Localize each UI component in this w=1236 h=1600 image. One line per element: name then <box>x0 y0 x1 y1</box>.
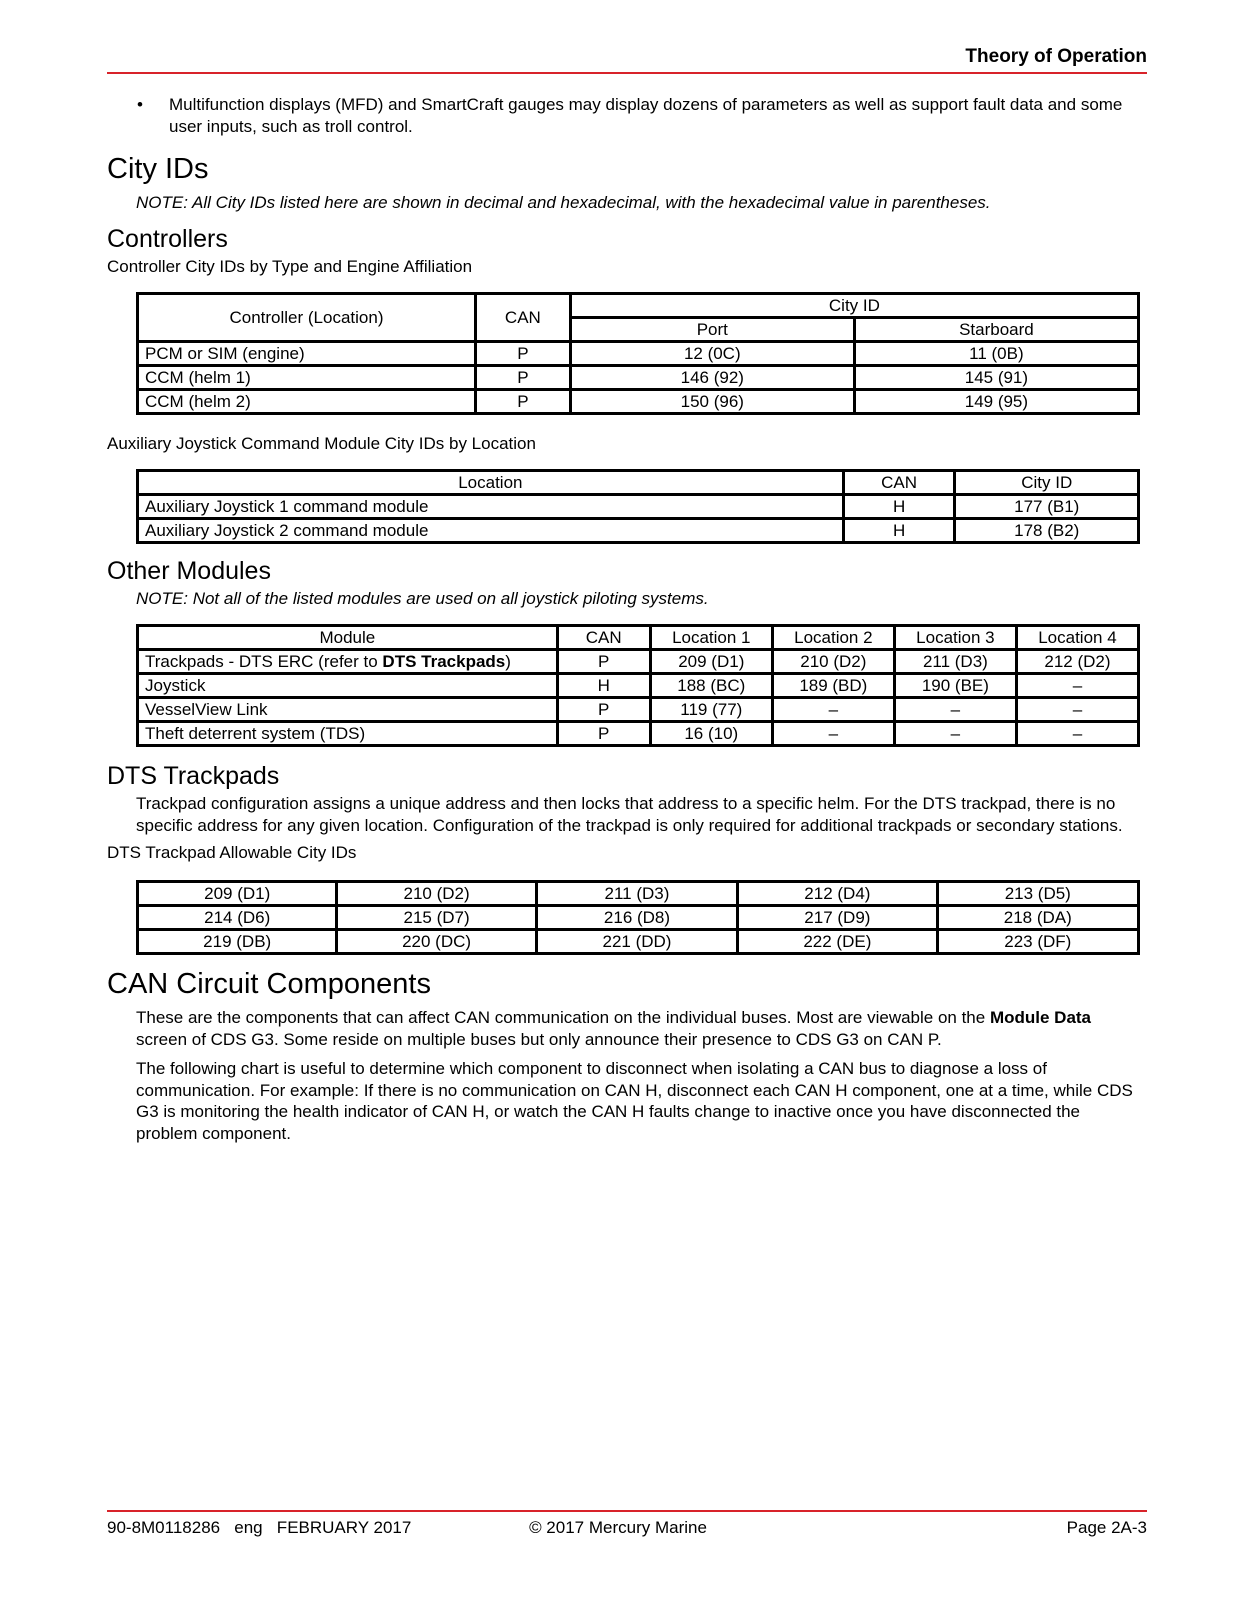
other-modules-heading: Other Modules <box>107 557 271 585</box>
cell-starboard: 11 (0B) <box>854 342 1138 366</box>
cell-location: CCM (helm 1) <box>138 366 476 390</box>
cell-starboard: 149 (95) <box>854 390 1138 414</box>
controllers-heading: Controllers <box>107 225 228 253</box>
cell-location-2: 189 (BD) <box>772 674 894 698</box>
module-text-suffix: ) <box>505 652 511 671</box>
aux-joystick-caption: Auxiliary Joystick Command Module City IDs by Location <box>107 434 536 453</box>
aux-joystick-table <box>136 469 1140 544</box>
can-circuit-heading: CAN Circuit Components <box>107 968 431 1000</box>
cell-location: Auxiliary Joystick 2 command module <box>138 519 844 543</box>
note-text: All City IDs listed here are shown in decimal and hexadecimal, with the hexadecimal value in parentheses. <box>192 193 991 212</box>
table-row <box>138 342 1139 366</box>
cell-city-id: 221 (DD) <box>536 930 737 954</box>
bullet-mark: • <box>137 95 143 114</box>
controllers-table <box>136 292 1140 415</box>
dts-trackpads-caption: DTS Trackpad Allowable City IDs <box>107 843 357 862</box>
cell-city-id: 218 (DA) <box>937 906 1138 930</box>
cell-city-id: 213 (D5) <box>937 882 1138 906</box>
intro-bullet-text: Multifunction displays (MFD) and SmartCraft gauges may display dozens of parameters as well as support fault data and some user inputs, such as troll control. <box>169 95 1123 136</box>
note-label: NOTE: <box>136 193 188 212</box>
cell-location-3: – <box>894 698 1016 722</box>
col-header-location-4: Location 4 <box>1016 626 1138 650</box>
controllers-caption: Controller City IDs by Type and Engine Affiliation <box>107 257 473 276</box>
col-header-can: CAN <box>475 294 570 342</box>
module-text-prefix: Trackpads - DTS ERC (refer to <box>145 652 383 671</box>
cell-city-id: 211 (D3) <box>536 882 737 906</box>
table-row <box>138 882 1139 906</box>
cell-location-3: 211 (D3) <box>894 650 1016 674</box>
cell-module <box>138 650 558 674</box>
dts-trackpads-paragraph: Trackpad configuration assigns a unique address and then locks that address to a specific helm. For the DTS trackpad, there is no specific address for any given location. Configuration of the trackpad is only required for additional trackpads or secondary stations. <box>136 794 1123 835</box>
paragraph-text: screen of CDS G3. Some reside on multiple buses but only announce their presence to CDS G3 on CAN P. <box>136 1029 942 1049</box>
table-header-row <box>138 471 1139 495</box>
cell-location-4: – <box>1016 698 1138 722</box>
cell-port: 12 (0C) <box>570 342 854 366</box>
cell-city-id: 209 (D1) <box>138 882 337 906</box>
other-modules-table <box>136 624 1140 747</box>
col-header-location: Location <box>138 471 844 495</box>
cell-cityid: 178 (B2) <box>955 519 1139 543</box>
other-modules-note <box>136 588 1147 610</box>
cell-module: Joystick <box>138 674 558 698</box>
table-row <box>138 722 1139 746</box>
cell-city-id: 214 (D6) <box>138 906 337 930</box>
col-header-can: CAN <box>557 626 650 650</box>
cell-location-4: – <box>1016 722 1138 746</box>
table-row <box>138 698 1139 722</box>
cell-port: 150 (96) <box>570 390 854 414</box>
table-row <box>138 906 1139 930</box>
table-row <box>138 650 1139 674</box>
table-row <box>138 519 1139 543</box>
cell-can: P <box>475 342 570 366</box>
col-header-starboard: Starboard <box>854 318 1138 342</box>
cell-can: P <box>475 366 570 390</box>
cell-module: Theft deterrent system (TDS) <box>138 722 558 746</box>
col-header-cityid: City ID <box>955 471 1139 495</box>
cell-location-1: 209 (D1) <box>650 650 772 674</box>
cell-location: PCM or SIM (engine) <box>138 342 476 366</box>
cell-can: H <box>557 674 650 698</box>
cell-location-1: 188 (BC) <box>650 674 772 698</box>
cell-module: VesselView Link <box>138 698 558 722</box>
note-label: NOTE: <box>136 589 188 608</box>
city-ids-note <box>136 192 1147 214</box>
cell-starboard: 145 (91) <box>854 366 1138 390</box>
cell-location-3: – <box>894 722 1016 746</box>
intro-bullet <box>107 94 1129 138</box>
table-row <box>138 930 1139 954</box>
table-header-row <box>138 294 1139 318</box>
table-row <box>138 674 1139 698</box>
cell-can: H <box>843 519 955 543</box>
col-header-cityid: City ID <box>570 294 1138 318</box>
can-circuit-paragraph-2: The following chart is useful to determine which component to disconnect when isolating a CAN bus to diagnose a loss of communication. For example: If there is no communication on CAN H, disconnect each CAN H component, one at a time, while CDS G3 is monitoring the health indicator of CAN H, or watch the CAN H faults change to inactive once you have disconnected the problem component. <box>136 1059 1133 1143</box>
note-text: Not all of the listed modules are used on all joystick piloting systems. <box>192 589 709 608</box>
cell-city-id: 217 (D9) <box>738 906 937 930</box>
table-row <box>138 390 1139 414</box>
cell-can: P <box>557 650 650 674</box>
can-circuit-paragraph-1 <box>136 1007 1141 1050</box>
module-data-reference: Module Data <box>989 1008 1092 1027</box>
cell-city-id: 215 (D7) <box>337 906 536 930</box>
cell-can: P <box>557 698 650 722</box>
page-content <box>107 94 1147 1152</box>
col-header-port: Port <box>570 318 854 342</box>
col-header-module: Module <box>138 626 558 650</box>
footer-copyright: © 2017 Mercury Marine <box>529 1518 707 1537</box>
cell-location-2: – <box>772 722 894 746</box>
table-header-row <box>138 626 1139 650</box>
cell-city-id: 210 (D2) <box>337 882 536 906</box>
cell-city-id: 212 (D4) <box>738 882 937 906</box>
cell-location-3: 190 (BE) <box>894 674 1016 698</box>
dts-trackpads-heading: DTS Trackpads <box>107 762 280 790</box>
cell-location-2: 210 (D2) <box>772 650 894 674</box>
cell-location-2: – <box>772 698 894 722</box>
cell-port: 146 (92) <box>570 366 854 390</box>
running-header-title: Theory of Operation <box>965 46 1147 67</box>
cell-city-id: 223 (DF) <box>937 930 1138 954</box>
city-ids-heading: City IDs <box>107 153 209 185</box>
col-header-location-2: Location 2 <box>772 626 894 650</box>
cell-city-id: 216 (D8) <box>536 906 737 930</box>
cell-location-4: – <box>1016 674 1138 698</box>
col-header-can: CAN <box>843 471 955 495</box>
cell-location-4: 212 (D2) <box>1016 650 1138 674</box>
header-rule <box>107 72 1147 74</box>
cell-can: H <box>843 495 955 519</box>
col-header-location: Controller (Location) <box>138 294 476 342</box>
dts-trackpads-table <box>136 880 1140 955</box>
cell-location: CCM (helm 2) <box>138 390 476 414</box>
col-header-location-3: Location 3 <box>894 626 1016 650</box>
table-row <box>138 366 1139 390</box>
cell-location-1: 16 (10) <box>650 722 772 746</box>
table-row <box>138 495 1139 519</box>
cell-cityid: 177 (B1) <box>955 495 1139 519</box>
cell-can: P <box>557 722 650 746</box>
cell-city-id: 222 (DE) <box>738 930 937 954</box>
footer-page-number: Page 2A-3 <box>1066 1518 1147 1537</box>
cell-can: P <box>475 390 570 414</box>
paragraph-text: These are the components that can affect CAN communication on the individual buses. Most are viewable on the <box>136 1008 990 1027</box>
dts-trackpads-reference: DTS Trackpads <box>382 652 506 671</box>
cell-location-1: 119 (77) <box>650 698 772 722</box>
cell-location: Auxiliary Joystick 1 command module <box>138 495 844 519</box>
footer-doc-number: 90-8M0118286 eng FEBRUARY 2017 <box>107 1518 412 1537</box>
cell-city-id: 219 (DB) <box>138 930 337 954</box>
cell-city-id: 220 (DC) <box>337 930 536 954</box>
footer-rule <box>107 1510 1147 1512</box>
col-header-location-1: Location 1 <box>650 626 772 650</box>
